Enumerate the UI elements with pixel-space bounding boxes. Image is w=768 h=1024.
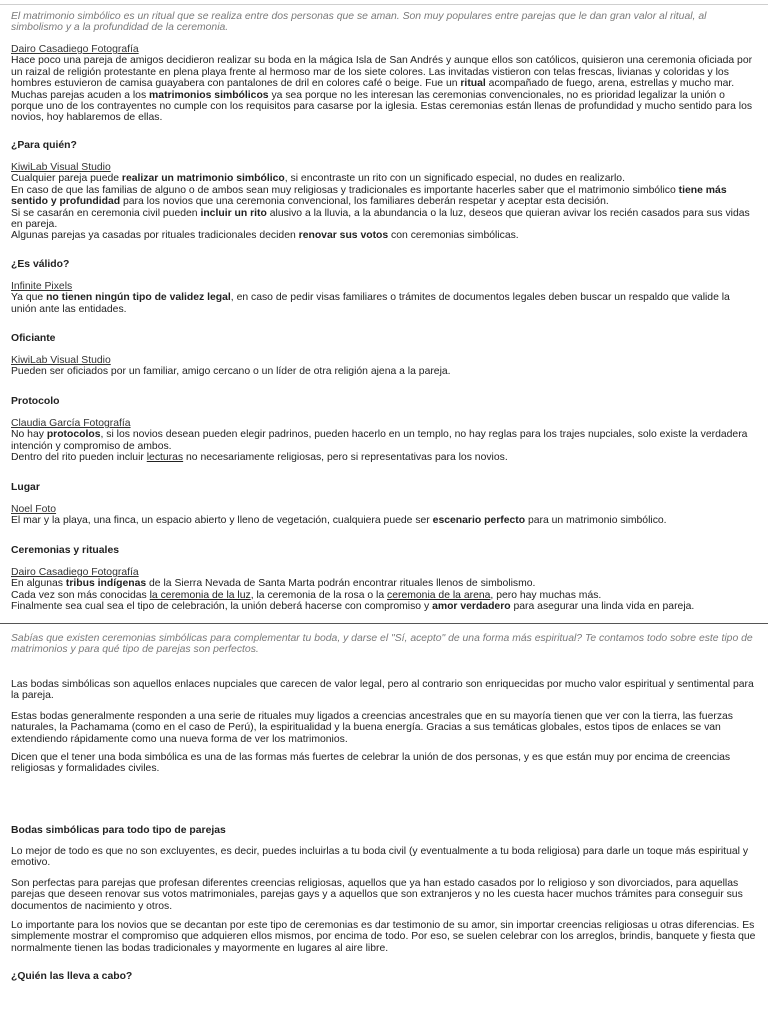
photo-credit[interactable]: KiwiLab Visual Studio [11, 162, 111, 173]
text-line: Cualquier pareja puede realizar un matrimonio simbólico, si encontraste un rito con un significado especial, no dudes en realizarlo. [11, 173, 625, 185]
section-heading-ceremonias: Ceremonias y rituales [11, 545, 119, 556]
section-protocolo [11, 418, 757, 464]
section-heading-lugar: Lugar [11, 482, 40, 493]
ceremonia-luz-link[interactable]: la ceremonia de la luz [149, 589, 251, 601]
section-heading-todo-tipo: Bodas simbólicas para todo tipo de parejas [11, 825, 226, 836]
photo-credit[interactable]: Infinite Pixels [11, 281, 73, 292]
text-line: Dentro del rito pueden incluir lecturas no necesariamente religiosas, pero si representativas para los novios. [11, 452, 508, 464]
section-heading-para-quien: ¿Para quién? [11, 140, 77, 151]
article-paragraph: Estas bodas generalmente responden a una serie de rituales muy ligados a creencias ancestrales que en su mayoría tienen que ver con la tierra, las fuerzas naturales, la Pachamama (como en el caso de Perú), la espiritualidad y la buena energía. Gracias a sus temáticas globales, estos tipos de enlaces se van extendiendo rápidamente como una nueva forma de ver los matrimonios. [11, 711, 733, 745]
article-divider [0, 623, 768, 624]
section-heading-quien: ¿Quién las lleva a cabo? [11, 971, 133, 982]
text-line: Finalmente sea cual sea el tipo de celebración, la unión deberá hacerse con compromiso y amor verdadero para asegurar una linda vida en pareja. [11, 601, 695, 613]
section-para-quien [11, 162, 757, 242]
article-paragraph: Las bodas simbólicas son aquellos enlaces nupciales que carecen de valor legal, pero al contrario son enriquecidas por mucho valor espiritual y sentimental para la pareja. [11, 679, 754, 702]
photo-credit[interactable]: Dairo Casadiego Fotografía [11, 44, 139, 55]
second-intro-text: Sabías que existen ceremonias simbólicas para complementar tu boda, y darse el "Sí, acepto" de una forma más espiritual? Te contamos todo sobre este tipo de matrimonios y para qué tipo de parejas son perfectos. [11, 633, 753, 656]
text-line: Cada vez son más conocidas la ceremonia de la luz, la ceremonia de la rosa o la ceremonia de la arena, pero hay muchas más. [11, 589, 602, 601]
photo-credit[interactable]: Noel Foto [11, 504, 57, 515]
text-line: Ya que no tienen ningún tipo de validez legal, en caso de pedir visas familiares o trámites de documentos legales deben buscar un respaldo que valide la unión ante las entidades. [11, 292, 730, 315]
article-paragraph: Son perfectas para parejas que profesan diferentes creencias religiosas, aquellos que ya han estado casados por lo religioso y son divorciados, para aquellas parejas que deseen renovar sus votos matrimoniales, parejas gays y a aquellos que son extranjeros y no les cuesta hacer muchos trámites para conseguir sus documentos de nacimiento y otros. [11, 878, 743, 912]
section-ceremonias [11, 567, 757, 613]
intro-text: El matrimonio simbólico es un ritual que se realiza entre dos personas que se aman. Son muy populares entre parejas que le dan gran valor al ritual, al simbolismo y a la profundidad de la ceremonia. [11, 11, 707, 34]
article-paragraph: Lo mejor de todo es que no son excluyentes, es decir, puedes incluirlas a tu boda civil (y eventualmente a tu boda religiosa) para darle un toque más espiritual y emotivo. [11, 846, 749, 869]
photo-credit[interactable]: Claudia García Fotografía [11, 418, 131, 429]
lecturas-link[interactable]: lecturas [146, 452, 184, 464]
article-paragraph: Dicen que el tener una boda simbólica es una de las formas más fuertes de celebrar la unión de dos personas, y es que están muy por encima de creencias religiosas y formalidades civiles. [11, 752, 731, 775]
text-line: No hay protocolos, si los novios desean pueden elegir padrinos, pueden hacerlo en un templo, no hay reglas para los trajes nupciales, solo existe la verdadera intención y compromiso de ambos. [11, 429, 748, 452]
text-line: Si se casarán en ceremonia civil pueden incluir un rito alusivo a la lluvia, a la abundancia o la luz, deseos que quieran avivar los recién casados para sus vidas en pareja. [11, 207, 750, 231]
story-paragraph-2: Muchas parejas acuden a los matrimonios simbólicos ya sea porque no les interesan las ceremonias convencionales, no es prioridad legalizar la unión o porque uno de los contrayentes no cumple con los requisitos para casarse por la iglesia. Estas ceremonias están llenas de profundidad y mucho sentido para los novios, hoy hablaremos de ellas. [11, 89, 753, 124]
text-line: El mar y la playa, una finca, un espacio abierto y lleno de vegetación, cualquiera puede ser escenario perfecto para un matrimonio simbólico. [11, 515, 667, 527]
article-paragraph: Lo importante para los novios que se decantan por este tipo de ceremonias es dar testimonio de su amor, sin importar creencias religiosas u otras diferencias. Es simplemente mostrar el compromiso que adquieren ellos mismos, por encima de todo. Por eso, se suelen celebrar con los arreglos, brindis, banquete y fiesta que normalmente tienen las bodas tradicionales y mayormente en lugares al aire libre. [11, 920, 756, 954]
photo-credit[interactable]: Dairo Casadiego Fotografía [11, 567, 139, 578]
top-divider [0, 4, 768, 5]
section-es-valido [11, 281, 757, 315]
section-heading-es-valido: ¿Es válido? [11, 259, 70, 270]
text-line: En algunas tribus indígenas de la Sierra Nevada de Santa Marta podrán encontrar rituales llenos de simbolismo. [11, 578, 536, 590]
section-heading-protocolo: Protocolo [11, 396, 60, 407]
section-lugar [11, 504, 757, 527]
text-line: En caso de que las familias de alguno o de ambos sean muy religiosas y tradicionales es importante hacerles saber que el matrimonio simbólico tiene más sentido y profundidad para los novios que una ceremonia convencional, los familiares deberán respetar y aceptar esta decisión. [11, 184, 727, 208]
text-line: Pueden ser oficiados por un familiar, amigo cercano o un líder de otra religión ajena a la pareja. [11, 366, 451, 378]
photo-credit[interactable]: KiwiLab Visual Studio [11, 355, 111, 366]
story-paragraph: Hace poco una pareja de amigos decidieron realizar su boda en la mágica Isla de San Andrés y aunque ellos son católicos, quisieron una ceremonia oficiada por un raizal de religión protestante en plena playa frente al hermoso mar de los siete colores. Las invitadas vistieron con telas frescas, livianas y coloridas y los hombres estuvieron de camisa guayabera con pantalones de dril en colores café o beige. Fue un ritual acompañado de fuego, arena, estrellas y mucho mar. [11, 55, 753, 90]
section-heading-oficiante: Oficiante [11, 333, 56, 344]
ceremonia-arena-link[interactable]: ceremonia de la arena [387, 589, 491, 601]
text-line: Algunas parejas ya casadas por rituales tradicionales deciden renovar sus votos con ceremonias simbólicas. [11, 230, 519, 242]
section-oficiante [11, 355, 757, 378]
section-wedding-story [11, 44, 757, 124]
